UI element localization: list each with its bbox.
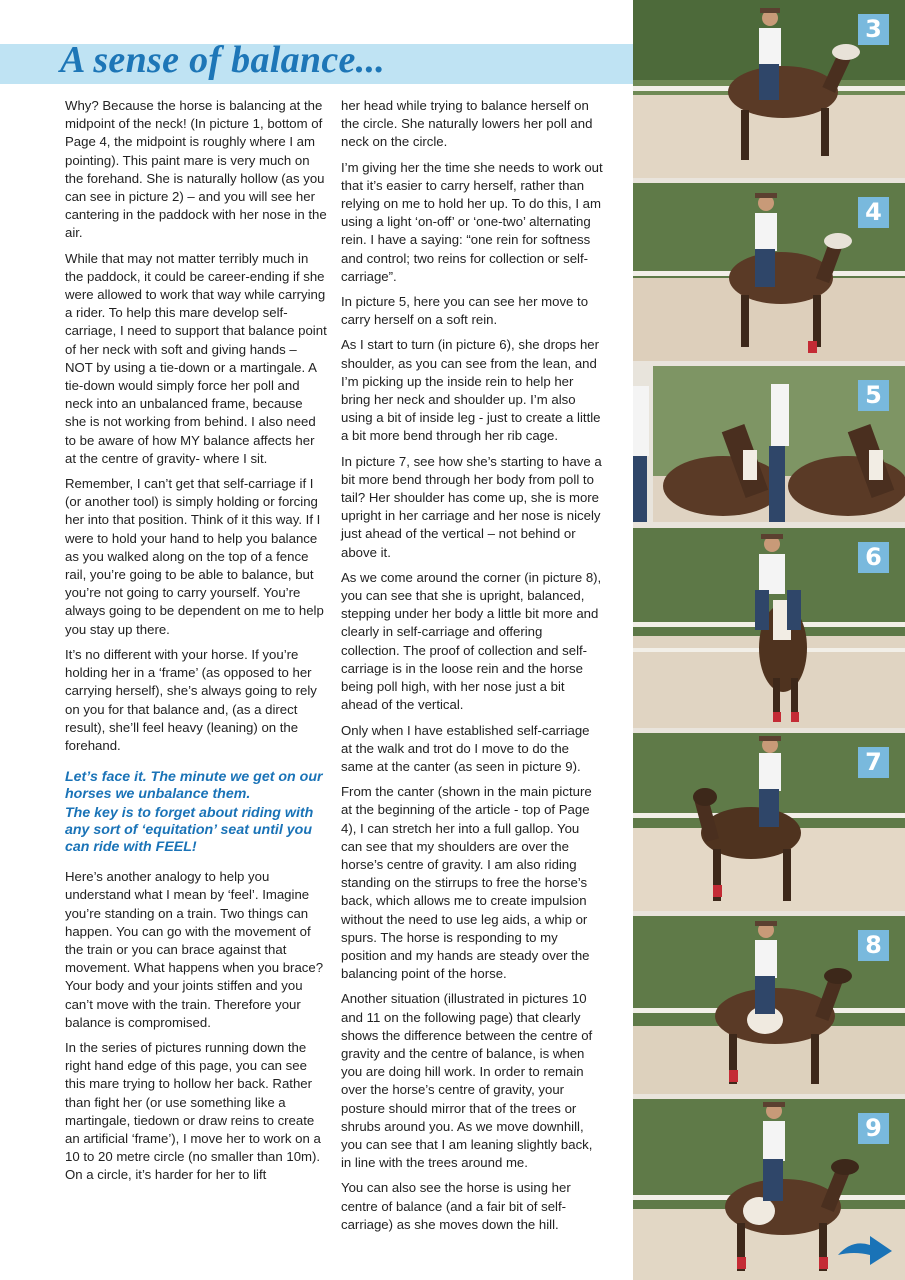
- paragraph: As I start to turn (in picture 6), she drops her shoulder, as you can see from the lean, and I’m picking up the inside rein to help her bring her neck and shoulder up. I’m also using a bit of inside leg - just to create a little a bit more bend through her rib cage.: [341, 337, 601, 444]
- photo-number-badge: 5: [858, 380, 889, 411]
- left-column: [65, 97, 327, 1192]
- pull-quote-line: The key is to forget about riding with any sort of ‘equitation’ seat until you can ride with FEEL!: [65, 805, 314, 856]
- paragraph: In the series of pictures running down the right hand edge of this page, you can see this mare trying to hollow her back. Rather than fight her (or use something like a martingale, tiedown or draw reins to create an artificial ‘frame’), I move her to work on a 10 to 20 metre circle (no smaller than 10m). On a circle, it’s harder for her to lift: [65, 1039, 321, 1183]
- paragraph: From the canter (shown in the main picture at the beginning of the article - top of Page 4), I can stretch her into a full gallop. You can see that my shoulders are over the horse’s centre of gravity. I am also riding standing on the stirrups to free the horse’s back, which allows me to create impulsion without the need to use leg aids, a whip or spurs. The horse is responding to my position and my hands are steady over the balancing point of the horse.: [341, 784, 592, 982]
- paragraph: In picture 7, see how she’s starting to have a bit more bend through her body from poll to tail? Her shoulder has come up, she is more upright in her carriage and her nose is nicely just ahead of the vertical – not behind or above it.: [341, 453, 602, 560]
- paragraph: In picture 5, here you can see her move to carry herself on a soft rein.: [341, 294, 589, 328]
- next-page-arrow-icon[interactable]: [836, 1233, 894, 1267]
- photo-3: [633, 0, 905, 178]
- photo-number-badge: 3: [858, 14, 889, 45]
- pull-quote-line: Let’s face it. The minute we get on our horses we unbalance them.: [65, 769, 323, 803]
- photo-number-badge: 8: [858, 930, 889, 961]
- paragraph: It’s no different with your horse. If you’re holding her in a ‘frame’ (as opposed to her carrying herself), she’s always going to rely on you for that balance and, (as a direct result), she’ll feel heavy (leaning) on the forehand.: [65, 646, 317, 753]
- photo-number-badge: 9: [858, 1113, 889, 1144]
- photo-strip: [633, 0, 905, 1280]
- paragraph: As we come around the corner (in picture 8), you can see that she is upright, balanced, stepping under her body a little bit more and clearly in self-carriage and offering collection. The proof of collection and self-carriage is in the loose rein and the horse being poll high, with her nose just a bit ahead of the vertical.: [341, 569, 602, 713]
- paragraph: While that may not matter terribly much in the paddock, it could be career-ending if she were allowed to work that way while carrying a rider. To help this mare develop self-carriage, I need to support that balance point of her neck with soft and giving hands – NOT by using a tie-down or a martingale. A tie-down would simply force her poll and neck into an unbalanced frame, because she is not working from behind. I also need to be aware of how MY balance affects her at the centre of gravity- where I sit.: [65, 250, 327, 466]
- photo-number-badge: 4: [858, 197, 889, 228]
- photo-8: [633, 916, 905, 1094]
- paragraph: Why? Because the horse is balancing at the midpoint of the neck! (In picture 1, bottom of Page 4, the midpoint is roughly where I am pointing). This paint mare is very much on the forehand. She is naturally hollow (as you can see in picture 2) – and you will see her cantering in the paddock with her nose in the air.: [65, 98, 327, 241]
- pull-quote: [65, 769, 327, 856]
- photo-7: [633, 733, 905, 911]
- paragraph: You can also see the horse is using her centre of balance (and a fair bit of self-carriage) as she moves down the hill.: [341, 1180, 571, 1232]
- right-column: [341, 97, 604, 1241]
- photo-6: [633, 528, 905, 728]
- paragraph: Here’s another analogy to help you understand what I mean by ‘feel’. Imagine you’re standing on a train. Two things can happen. You can go with the movement of the train or you can brace against that movement. What happens when you brace? Your body and your joints stiffen and you can’t move with the train. Therefore your balance is compromised.: [65, 869, 324, 1030]
- page-title: A sense of balance...: [60, 39, 386, 81]
- photo-number-badge: 7: [858, 747, 889, 778]
- photo-5: [633, 366, 905, 522]
- paragraph: Only when I have established self-carriage at the walk and trot do I move to do the same at the canter (as seen in picture 9).: [341, 722, 590, 774]
- paragraph: her head while trying to balance herself on the circle. She naturally lowers her poll and neck on the circle.: [341, 98, 593, 150]
- photo-4: [633, 183, 905, 361]
- paragraph: Remember, I can’t get that self-carriage if I (or another tool) is simply holding or forcing her into that position. Think of it this way. If I were to hold your hand to help you balance as you walked along on the top of a fence rail, you’re going to be able to balance, but you’re not going to carry yourself. You’re always going to be dependent on me to help you stay up there.: [65, 476, 324, 637]
- paragraph: Another situation (illustrated in pictures 10 and 11 on the following page) that clearly shows the difference between the centre of gravity and the centre of balance, is when you are doing hill work. In order to remain over the horse’s centre of gravity, your posture should mirror that of the trees or shrubs around you. As we move downhill, you can see that I am leaning slightly back, in line with the trees around me.: [341, 991, 593, 1171]
- paragraph: I’m giving her the time she needs to work out that it’s easier to carry herself, rather than relying on me to hold her up. To do this, I am using a light ‘on-off’ or ‘one-two’ alternating rein. I have a saying: “one rein for softness and control; two reins for collection or self-carriage”.: [341, 159, 603, 284]
- photo-number-badge: 6: [858, 542, 889, 573]
